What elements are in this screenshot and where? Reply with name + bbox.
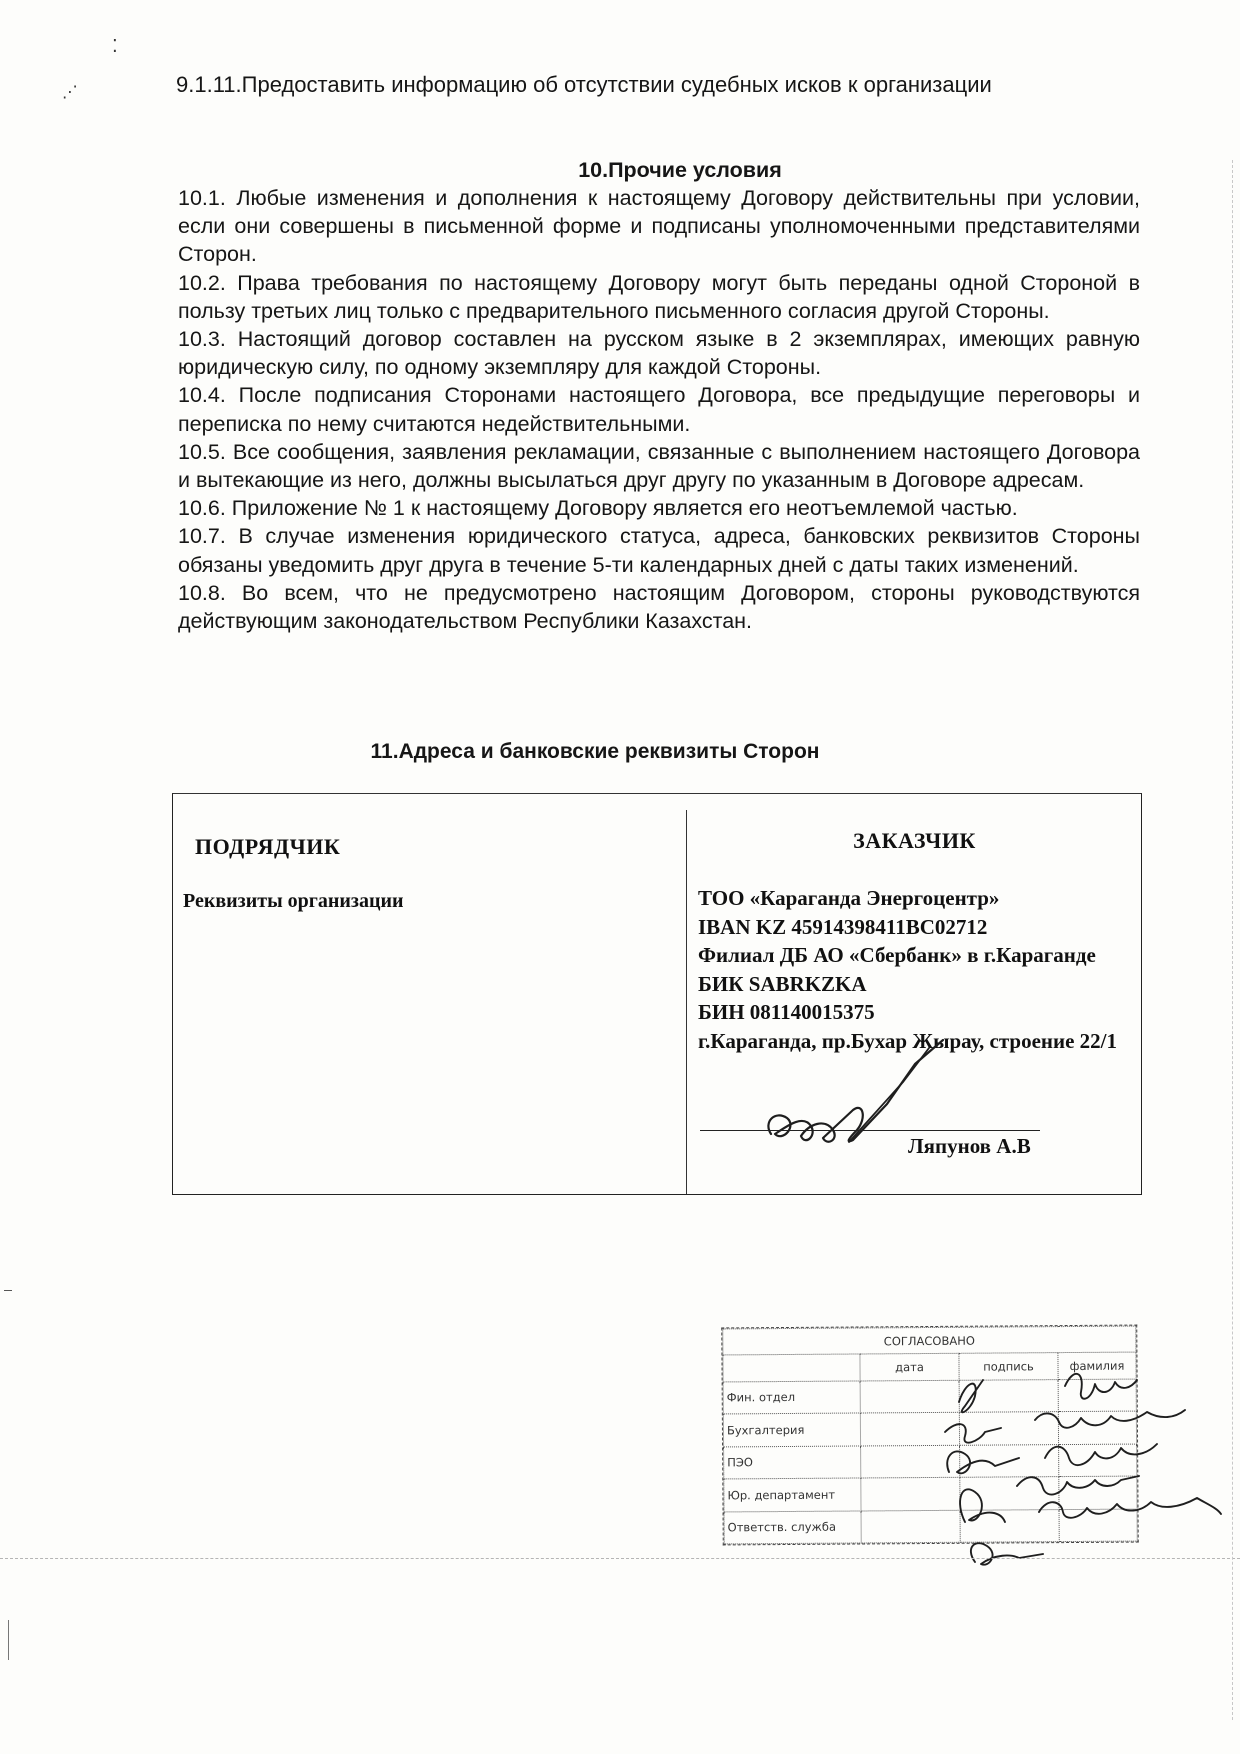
scan-artifact-tick	[4, 1290, 12, 1291]
approval-row-legal: Юр. департамент	[724, 1478, 861, 1511]
approval-row-responsible: Ответств. служба	[724, 1510, 861, 1543]
section-10-heading: 10.Прочие условия	[578, 158, 782, 182]
clause-10-7: 10.7. В случае изменения юридического статуса, адреса, банковских реквизитов Стороны обязаны уведомить друг друга в течение 5-ти календарных дней с даты таких изменений.	[178, 524, 1140, 577]
customer-company: ТОО «Караганда Энергоцентр»	[698, 886, 1000, 910]
contractor-requisites: Реквизиты организации	[183, 890, 404, 912]
scan-speck: ⋰	[62, 82, 78, 101]
contractor-title: ПОДРЯДЧИК	[195, 834, 341, 859]
customer-bin: БИН 081140015375	[698, 1000, 875, 1024]
approval-title: СОГЛАСОВАНО	[723, 1326, 1136, 1355]
scan-speck: ⁚	[112, 36, 118, 57]
approval-col-department	[723, 1354, 860, 1381]
clause-10-6: 10.6. Приложение № 1 к настоящему Договору является его неотъемлемой частью.	[178, 496, 1018, 521]
approval-col-date: дата	[860, 1354, 959, 1381]
approval-col-surname: фамилия	[1058, 1352, 1136, 1379]
clause-10-1: 10.1. Любые изменения и дополнения к настоящему Договору действительны при условии, если они совершены в письменной форме и подписаны уполномоченными представителями Сторон.	[178, 186, 1140, 267]
approval-row-finance: Фин. отдел	[723, 1380, 860, 1413]
section-10-body	[178, 184, 1140, 635]
scan-artifact-tick	[8, 1620, 9, 1660]
section-11-heading: 11.Адреса и банковские реквизиты Сторон	[370, 740, 820, 763]
clause-10-5: 10.5. Все сообщения, заявления рекламации, связанные с выполнением настоящего Договора и вытекающие из него, должны высылаться друг другу по указанным в Договоре адресам.	[178, 439, 1140, 493]
customer-signatory: Ляпунов А.В	[908, 1134, 1031, 1158]
approval-row-accounting: Бухгалтерия	[723, 1413, 860, 1446]
clause-10-4: 10.4. После подписания Сторонами настоящего Договора, все предыдущие переговоры и переписка по нему считаются недействительными.	[178, 383, 1140, 436]
customer-requisites	[698, 884, 1136, 1055]
table-column-divider	[686, 810, 687, 1194]
item-9-1-11: 9.1.11.Предоставить информацию об отсутствии судебных исков к организации	[176, 72, 992, 97]
signature-line	[700, 1130, 1040, 1131]
clause-10-2: 10.2. Права требования по настоящему Договору могут быть переданы одной Стороной в пользу третьих лиц только с предварительного письменного согласия другой Стороны.	[178, 270, 1140, 323]
approval-row-peo: ПЭО	[724, 1445, 861, 1478]
customer-bank: Филиал ДБ АО «Сбербанк» в г.Караганде	[698, 943, 1096, 967]
requisites-table	[172, 793, 1142, 1195]
customer-iban: IBAN KZ 45914398411BC02712	[698, 914, 988, 939]
approval-col-signature: подпись	[959, 1353, 1058, 1380]
scan-artifact-line	[0, 1558, 1240, 1559]
customer-address: г.Караганда, пр.Бухар Жырау, строение 22/1	[698, 1028, 1118, 1053]
clause-10-3: 10.3. Настоящий договор составлен на русском языке в 2 экземплярах, имеющих равную юридическую силу, по одному экземпляру для каждой Стороны.	[178, 327, 1140, 380]
customer-title: ЗАКАЗЧИК	[853, 828, 976, 853]
approval-table	[722, 1326, 1137, 1545]
scan-artifact-line	[1232, 160, 1233, 1720]
clause-10-8: 10.8. Во всем, что не предусмотрено настоящим Договором, стороны руководствуются действующим законодательством Республики Казахстан.	[178, 580, 1140, 634]
customer-bik: БИК SABRKZKA	[698, 971, 867, 996]
approval-stamp	[721, 1325, 1139, 1546]
